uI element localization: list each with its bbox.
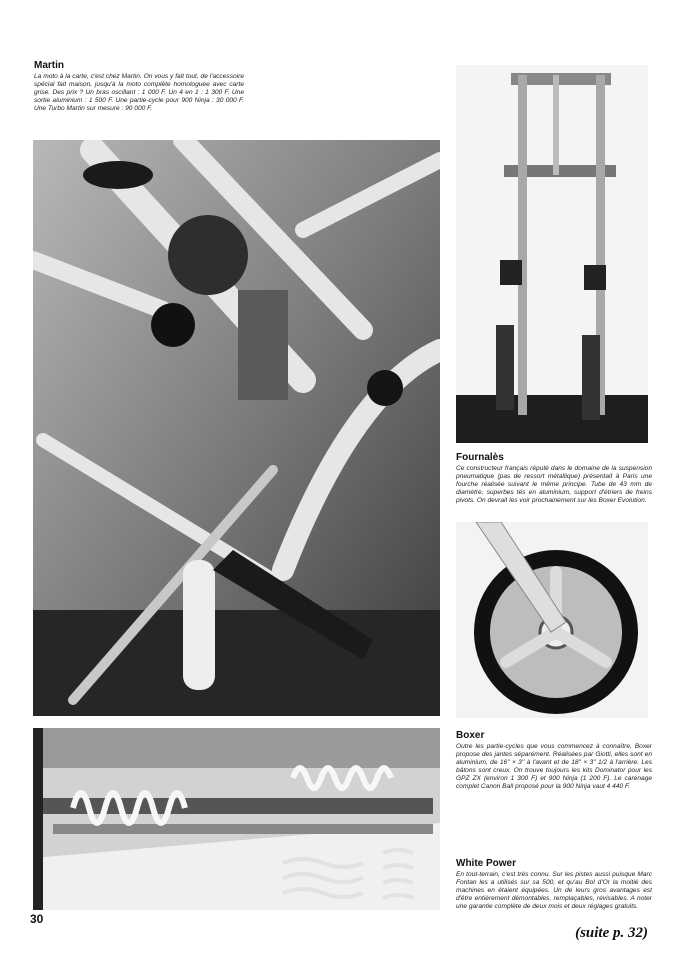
wheel-photo [456,522,648,718]
article-white-power [456,858,652,911]
article-text: En tout-terrain, c'est très connu. Sur les pistes aussi puisque Marc Fontan les a utilisés sur sa 500, et qu'au Bol d'Or la moitié des machines en étaient équipées. Un de leurs gros avantages est d'être entièrement démontables, remplaçables, révisables. A noter une garantie complète de deux mois et deux réglages gratuits. [456,871,652,910]
article-text: Outre les partie-cycles que vous commencez à connaître, Boxer propose des jantes séparément. Réalisées par Giotti, elles sont en aluminium, de 16'' × 3'' à l'avant et de 18'' × 3'' 1/2 à l'arrière. Les bâtons sont creux. On trouve toujours les kits Dominator pour les GPZ ZX (environ 1 300 F) et 900 Ninja (1 200 F). Le carénage complet Canon Ball proposé pour la 900 Ninja vaut 4 440 F. [456,743,652,790]
article-title: Martin [34,60,64,71]
article-title: Boxer [456,730,485,741]
article-text: La moto à la carte, c'est chez Martin. On vous y fait tout, de l'accessoire spécial fait maison, jusqu'à la moto complète homologuée avec carte grise. Des prix ? Un bras oscillant : 1 000 F. Un 4 en 1 : 1 300 F. Une sortie aluminium : 1 500 F. Une partie-cycle pour 900 Ninja : 30 000 F. Une Turbo Martin sur mesure : 90 000 F. [34,73,244,112]
article-fournales [456,452,652,505]
page-number: 30 [30,912,44,926]
article-text: Ce constructeur français réputé dans le domaine de la suspension pneumatique (pas de ressort métallique) présentait à Paris une fourche réalisée suivant le même principe. Tube de 43 mm de diamètre, superbes tés en aluminium, support d'étriers de freins pivots. On devrait les voir prochainement sur les Boxer Evolution. [456,465,652,504]
article-title: White Power [456,858,517,869]
article-title: Fournalès [456,452,504,463]
article-martin [34,60,244,113]
shock-absorber-photo [33,728,440,910]
continued-note: (suite p. 32) [575,925,648,941]
fork-photo [456,65,648,443]
chassis-photo [33,140,440,716]
article-boxer [456,730,652,791]
